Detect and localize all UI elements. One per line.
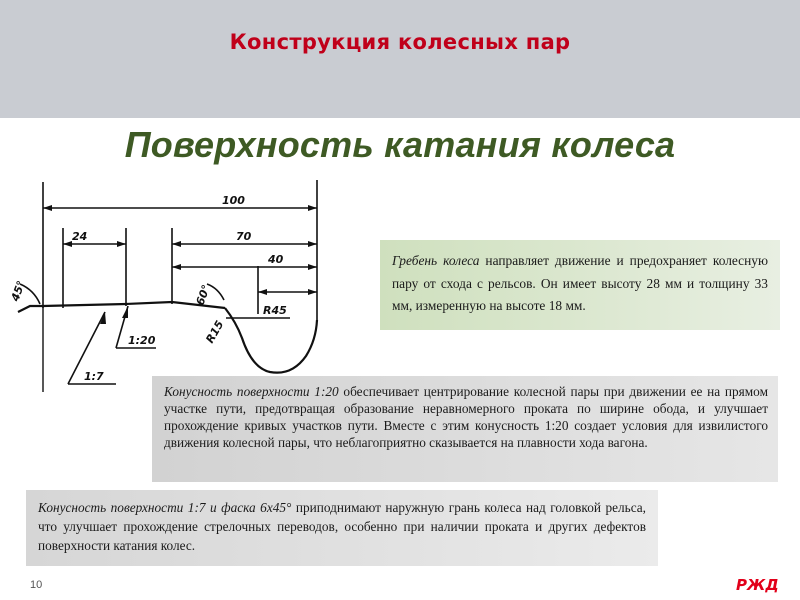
radius-15: R15 (203, 318, 227, 346)
taper-1-20-description-box (152, 376, 778, 482)
slide-title: Поверхность катания колеса (124, 124, 676, 165)
flange-term: Гребень колеса (392, 253, 480, 268)
taper-1-7-term: Конусность поверхности 1:7 и фаска 6х45° (38, 500, 292, 515)
wheel-profile-diagram (0, 172, 380, 402)
rzd-logo (734, 574, 784, 594)
rzd-logo-text: РЖД (736, 576, 779, 594)
header-title: Конструкция колесных пар (229, 30, 571, 54)
radius-45: R45 (263, 304, 287, 317)
taper-1-7-description-box (26, 490, 658, 566)
flange-description-box (380, 240, 780, 330)
dim-40: 40 (268, 253, 284, 266)
angle-60: 60° (193, 283, 213, 308)
dim-70: 70 (236, 230, 252, 243)
page-number: 10 (30, 579, 43, 591)
header-band (0, 0, 800, 118)
taper-1-7: 1:7 (84, 370, 104, 383)
dim-24: 24 (72, 230, 88, 243)
angle-45: 45° (8, 279, 28, 304)
taper-1-20-text: обеспечивает центрирование колесной пары при движении ее на прямом участке пути, предотвращая образование неравномерного проката по ширине обода, и улучшает прохождение кривых участков пути. Вместе с этим конусность 1:20 создает условия для извилистого движения колесной пары, что неблагоприятно сказывается на плавности хода вагона. (164, 384, 768, 450)
taper-1-20: 1:20 (128, 334, 156, 347)
taper-1-20-term: Конусность поверхности 1:20 (164, 384, 339, 399)
dim-100: 100 (222, 194, 245, 207)
flange-text: направляет движение и предохраняет колесную пару от схода с рельсов. Он имеет высоту 28 мм и толщину 33 мм, измеренную на высоте 18 мм. (392, 253, 768, 313)
taper-1-7-text: приподнимают наружную грань колеса над головкой рельса, что улучшает прохождение стрелочных переводов, особенно при наличии проката и других дефектов поверхности катания колес. (38, 500, 647, 553)
